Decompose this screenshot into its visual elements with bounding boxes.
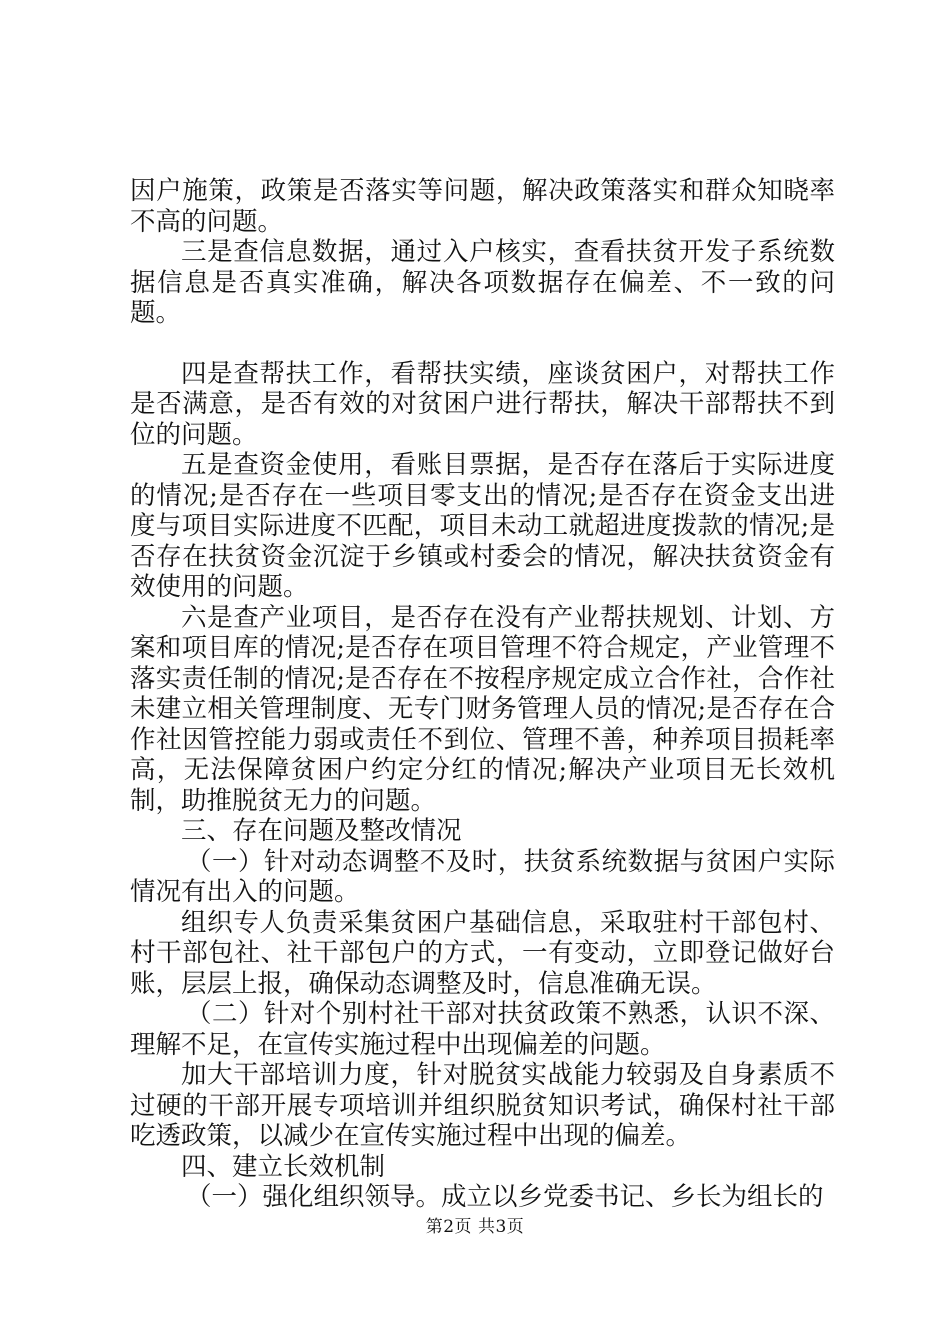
subheading-1: （一）针对动态调整不及时，扶贫系统数据与贫困户实际情况有出入的问题。 bbox=[130, 846, 835, 907]
paragraph-7: 加大干部培训力度，针对脱贫实战能力较弱及自身素质不过硬的干部开展专项培训并组织脱贫知识考试，确保村社干部吃透政策，以减少在宣传实施过程中出现的偏差。 bbox=[130, 1060, 835, 1151]
document-body bbox=[130, 176, 835, 1213]
subheading-2: （二）针对个别村社干部对扶贫政策不熟悉，认识不深、理解不足，在宣传实施过程中出现偏差的问题。 bbox=[130, 999, 835, 1060]
paragraph-3: 四是查帮扶工作，看帮扶实绩，座谈贫困户，对帮扶工作是否满意，是否有效的对贫困户进行帮扶，解决干部帮扶不到位的问题。 bbox=[130, 358, 835, 450]
paragraph-2: 三是查信息数据，通过入户核实，查看扶贫开发子系统数据信息是否真实准确，解决各项数据存在偏差、不一致的问题。 bbox=[130, 237, 835, 328]
subheading-3: （一）强化组织领导。成立以乡党委书记、乡长为组长的 bbox=[186, 1182, 824, 1212]
paragraph-6: 组织专人负责采集贫困户基础信息，采取驻村干部包村、村干部包社、社干部包户的方式，一有变动，立即登记做好台账，层层上报，确保动态调整及时，信息准确无误。 bbox=[130, 907, 835, 999]
paragraph-4: 五是查资金使用，看账目票据，是否存在落后于实际进度的情况;是否存在一些项目零支出的情况;是否存在资金支出进度与项目实际进度不匹配，项目未动工就超进度拨款的情况;是否存在扶贫资金沉淀于乡镇或村委会的情况，解决扶贫资金有效使用的问题。 bbox=[130, 450, 835, 602]
section-heading-4: 四、建立长效机制 bbox=[181, 1151, 386, 1182]
section-heading-3: 三、存在问题及整改情况 bbox=[181, 816, 462, 846]
paragraph-1: 因户施策，政策是否落实等问题，解决政策落实和群众知晓率不高的问题。 bbox=[130, 176, 835, 237]
page-footer: 第2页 共3页 bbox=[425, 1217, 525, 1237]
paragraph-5: 六是查产业项目，是否存在没有产业帮扶规划、计划、方案和项目库的情况;是否存在项目管理不符合规定，产业管理不落实责任制的情况;是否存在不按程序规定成立合作社，合作社未建立相关管理制度、无专门财务管理人员的情况;是否存在合作社因管控能力弱或责任不到位、管理不善，种养项目损耗率高，无法保障贫困户约定分红的情况;解决产业项目无长效机制，助推脱贫无力的问题。 bbox=[130, 602, 835, 816]
paragraph-gap bbox=[130, 329, 835, 359]
